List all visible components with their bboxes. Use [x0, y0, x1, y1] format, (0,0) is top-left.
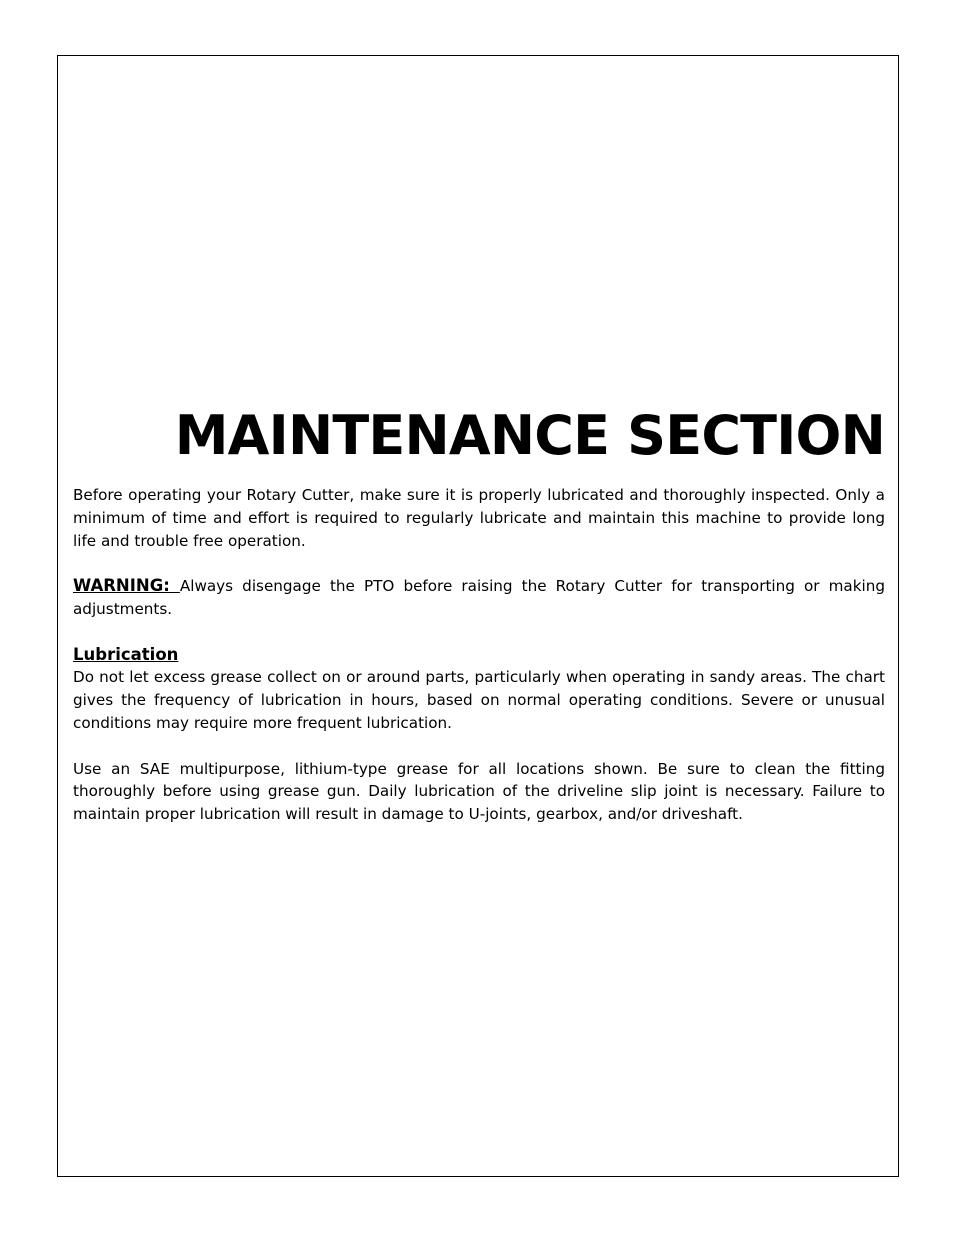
warning-text: Always disengage the PTO before raising the Rotary Cutter for transporting or making adjustments. — [73, 577, 885, 618]
lubrication-paragraph-1: Do not let excess grease collect on or around parts, particularly when operating in sandy areas. The chart gives the frequency of lubrication in hours, based on normal operating conditions. Severe or unusual conditions may require more frequent lubrication. — [73, 668, 885, 732]
lubrication-heading: Lubrication — [73, 644, 179, 664]
document-body — [73, 484, 885, 826]
section-title: MAINTENANCE SECTION — [174, 404, 885, 467]
warning-paragraph — [73, 575, 885, 621]
lubrication-paragraph-2: Use an SAE multipurpose, lithium-type grease for all locations shown. Be sure to clean the fitting thoroughly before using grease gun. Daily lubrication of the driveline slip joint is necessary. Failure to maintain proper lubrication will result in damage to U-joints, gearbox, and/or driveshaft. — [73, 759, 885, 824]
warning-label: WARNING: — [73, 576, 180, 596]
intro-paragraph: Before operating your Rotary Cutter, make sure it is properly lubricated and thoroughly inspected. Only a minimum of time and effort is required to regularly lubricate and maintain this machine to provide long life and trouble free operation. — [73, 486, 885, 550]
